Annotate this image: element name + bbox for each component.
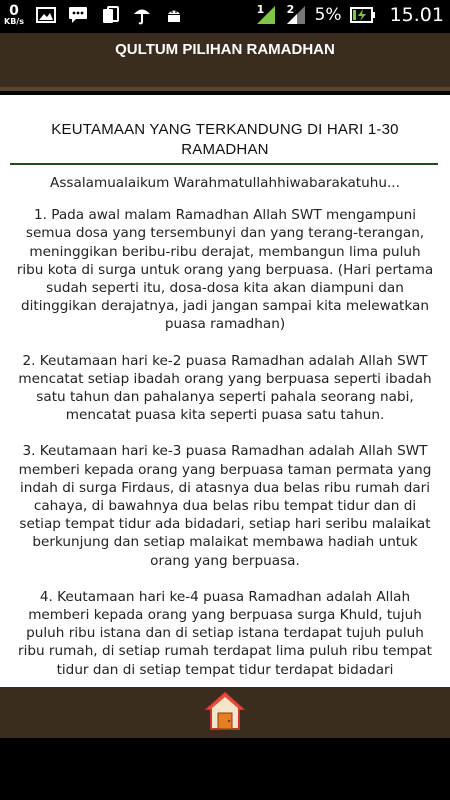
sim1-label: 1 bbox=[256, 3, 265, 16]
network-speed bbox=[4, 4, 24, 26]
network-speed-value: 0 bbox=[9, 3, 19, 19]
android-icon bbox=[164, 5, 184, 25]
article-paragraph-3: 3. Keutamaan hari ke-3 puasa Ramadhan adalah Allah SWT memberi kepada orang yang berpuasa taman permata yang indah di surga Firdaus, di atasnya dua belas ribu rumah dari cahaya, di bawahnya dua belas ribu tempat tidur dan di setiap tempat tidur ada bidadari, setiap hari seribu malaikat berkunjung dan setiap malaikat membawa hadiah untuk orang yang berpuasa. bbox=[18, 443, 432, 569]
article-paragraph-1: 1. Pada awal malam Ramadhan Allah SWT mengampuni semua dosa yang tersembunyi dan yang terang-terangan, meninggikan beribu-ribu derajat, membangun lima puluh ribu kota di surga untuk orang yang berpuasa. (Hari pertama sudah seperti itu, dosa-dosa kita akan diampuni dan ditinggikan derajatnya, jadi jangan sampai kita melewatkan puasa ramadhan) bbox=[16, 207, 434, 333]
home-icon bbox=[205, 691, 245, 735]
status-right bbox=[255, 4, 444, 26]
bottom-toolbar bbox=[0, 687, 450, 738]
article-greeting: Assalamualaikum Warahmatullahhiwabarakatuhu... bbox=[50, 175, 400, 191]
signal-sim1-icon bbox=[255, 5, 277, 25]
sim-icon bbox=[100, 5, 120, 25]
battery-percent: 5% bbox=[314, 5, 342, 25]
home-button[interactable] bbox=[205, 693, 245, 733]
battery-charging-icon bbox=[350, 5, 376, 25]
title-divider bbox=[10, 163, 438, 165]
status-bar bbox=[0, 0, 450, 33]
article-content[interactable] bbox=[0, 95, 450, 687]
app-header bbox=[0, 33, 450, 91]
signal-sim2-icon bbox=[285, 5, 307, 25]
message-icon bbox=[68, 5, 88, 25]
article-paragraph-4: 4. Keutamaan hari ke-4 puasa Ramadhan adalah Allah memberi kepada orang yang berpuasa surga Khuld, tujuh puluh ribu istana dan di setiap istana terdapat tujuh puluh ribu rumah, di setiap rumah terdapat lima puluh ribu tempat tidur dan di setiap tempat tidur terdapat bidadari bbox=[17, 588, 433, 678]
umbrella-icon bbox=[132, 5, 152, 25]
app-title: QULTUM PILIHAN RAMADHAN bbox=[115, 41, 335, 58]
clock: 15.01 bbox=[389, 4, 444, 26]
article-title: KEUTAMAAN YANG TERKANDUNG DI HARI 1-30 RAMADHAN bbox=[51, 121, 399, 158]
bottom-black-bar bbox=[0, 738, 450, 800]
network-speed-unit: KB/s bbox=[4, 17, 24, 26]
article-body bbox=[14, 174, 436, 687]
sim2-label: 2 bbox=[286, 3, 295, 16]
status-left bbox=[4, 4, 184, 26]
image-icon bbox=[36, 5, 56, 25]
article-paragraph-2: 2. Keutamaan hari ke-2 puasa Ramadhan adalah Allah SWT mencatat setiap ibadah orang yang berpuasa seperti ibadah satu tahun dan pahalanya seperti pahala seorang nabi, mencatat puasa kita seperti puasa satu tahun. bbox=[18, 352, 432, 424]
